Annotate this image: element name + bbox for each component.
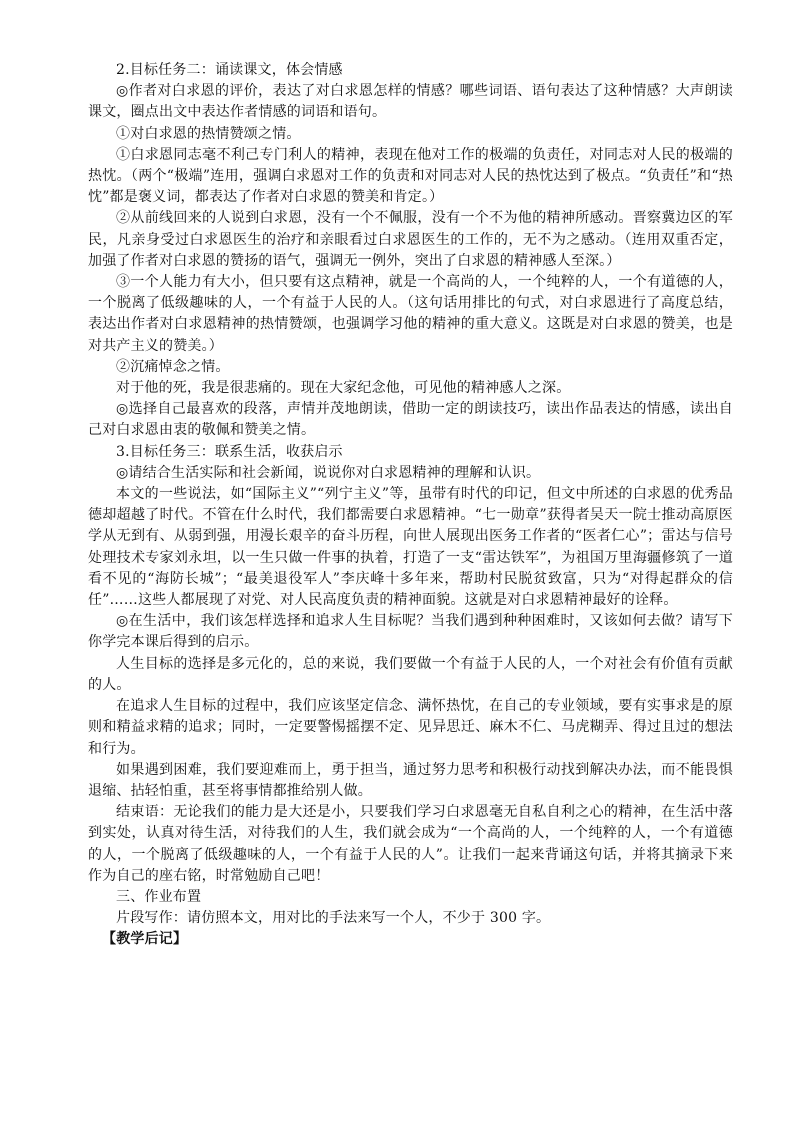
life-goal-paragraph: 人生目标的选择是多元化的，总的来说，我们要做一个有益于人民的人，一个对社会有价值有贡献的人。 — [88, 655, 733, 693]
mourning-paragraph: 对于他的死，我是很悲痛的。现在大家纪念他，可见他的精神感人之深。 — [116, 380, 571, 397]
document-page — [88, 60, 733, 951]
conclusion-paragraph: 结束语：无论我们的能力是大还是小，只要我们学习白求恩毫无自私自利之心的精神，在生活中落到实处，认真对待生活，对待我们的人生，我们就会成为“一个高尚的人，一个纯粹的人，一个有道德的人，一个脱离了低级趣味的人，一个有益于人民的人”。让我们一起来背诵这句话，并将其摘录下来作为自己的座右铭，时常勉励自己吧！ — [88, 804, 733, 884]
teaching-notes-heading: 【教学后记】 — [102, 931, 188, 948]
pursuit-paragraph: 在追求人生目标的过程中，我们应该坚定信念、满怀热忱，在自己的专业领域，要有实事求是的原则和精益求精的追求；同时，一定要警惕摇摆不定、见异思迁、麻木不仁、马虎糊弄、得过且过的想法和行为。 — [88, 698, 733, 757]
task2-heading: 2.目标任务二：诵读课文，体会情感 — [116, 62, 343, 78]
quote-paragraph-3: ③一个人能力有大小，但只要有这点精神，就是一个高尚的人，一个纯粹的人，一个有道德的人，一个脱离了低级趣味的人，一个有益于人民的人。（这句话用排比的句式，对白求恩进行了高度总结，表达出作者对白求恩精神的热情赞颂，也强调学习他的精神的重大意义。这既是对白求恩的赞美，也是对共产主义的赞美。） — [88, 274, 733, 354]
emotion-1-heading: ①对白求恩的热情赞颂之情。 — [116, 125, 301, 142]
difficulty-paragraph: 如果遇到困难，我们要迎难而上，勇于担当，通过努力思考和积极行动找到解决办法，而不能畏惧退缩、拈轻怕重，甚至将事情都推给别人做。 — [88, 761, 733, 799]
task3-question-1: ◎请结合生活实际和社会新闻，说说你对白求恩精神的理解和认识。 — [116, 464, 541, 481]
homework-task: 片段写作：请仿照本文，用对比的手法来写一个人，不少于 300 字。 — [116, 910, 551, 927]
quote-paragraph-2: ②从前线回来的人说到白求恩，没有一个不佩服，没有一个不为他的精神所感动。晋察冀边区的军民，凡亲身受过白求恩医生的治疗和亲眼看过白求恩医生的工作的，无不为之感动。（连用双重否定，加强了作者对白求恩的赞扬的语气，强调无一例外，突出了白求恩的精神感人至深。） — [88, 210, 733, 269]
reading-instruction: ◎选择自己最喜欢的段落，声情并茂地朗读，借助一定的朗读技巧，读出作品表达的情感，读出自己对白求恩由衷的敬佩和赞美之情。 — [88, 401, 733, 439]
task3-question-2: ◎在生活中，我们该怎样选择和追求人生目标呢？当我们遇到种种困难时，又该如何去做？请写下你学完本课后得到的启示。 — [88, 613, 733, 651]
task3-heading: 3.目标任务三：联系生活，收获启示 — [116, 443, 343, 460]
quote-paragraph-1: ①白求恩同志毫不利己专门利人的精神，表现在他对工作的极端的负责任，对同志对人民的极端的热忱。（两个“极端”连用，强调白求恩对工作的负责和对同志对人民的热忱达到了极点。“负责任”和“热忱”都是褒义词，都表达了作者对白求恩的赞美和肯定。） — [88, 146, 733, 206]
homework-heading: 三、作业布置 — [116, 888, 202, 905]
task2-question: ◎作者对白求恩的评价，表达了对白求恩怎样的情感？哪些词语、语句表达了这种情感？大声朗读课文，圈点出文中表达作者情感的词语和语句。 — [88, 83, 733, 121]
emotion-2-heading: ②沉痛悼念之情。 — [116, 358, 230, 375]
task3-answer-1: 本文的一些说法，如“国际主义”“列宁主义”等，虽带有时代的印记，但文中所述的白求恩的优秀品德却超越了时代。不管在什么时代，我们都需要白求恩精神。“七一勋章”获得者吴天一院士推动高原医学从无到有、从弱到强，用漫长艰辛的奋斗历程，向世人展现出医务工作者的“医者仁心”；雷达与信号处理技术专家刘永坦，以一生只做一件事的执着，打造了一支“雷达铁军”，为祖国万里海疆修筑了一道看不见的“海防长城”；“最美退役军人”李庆峰十多年来，帮助村民脱贫致富，只为“对得起群众的信任”……这些人都展现了对党、对人民高度负责的精神面貌。这就是对白求恩精神最好的诠释。 — [88, 486, 733, 609]
